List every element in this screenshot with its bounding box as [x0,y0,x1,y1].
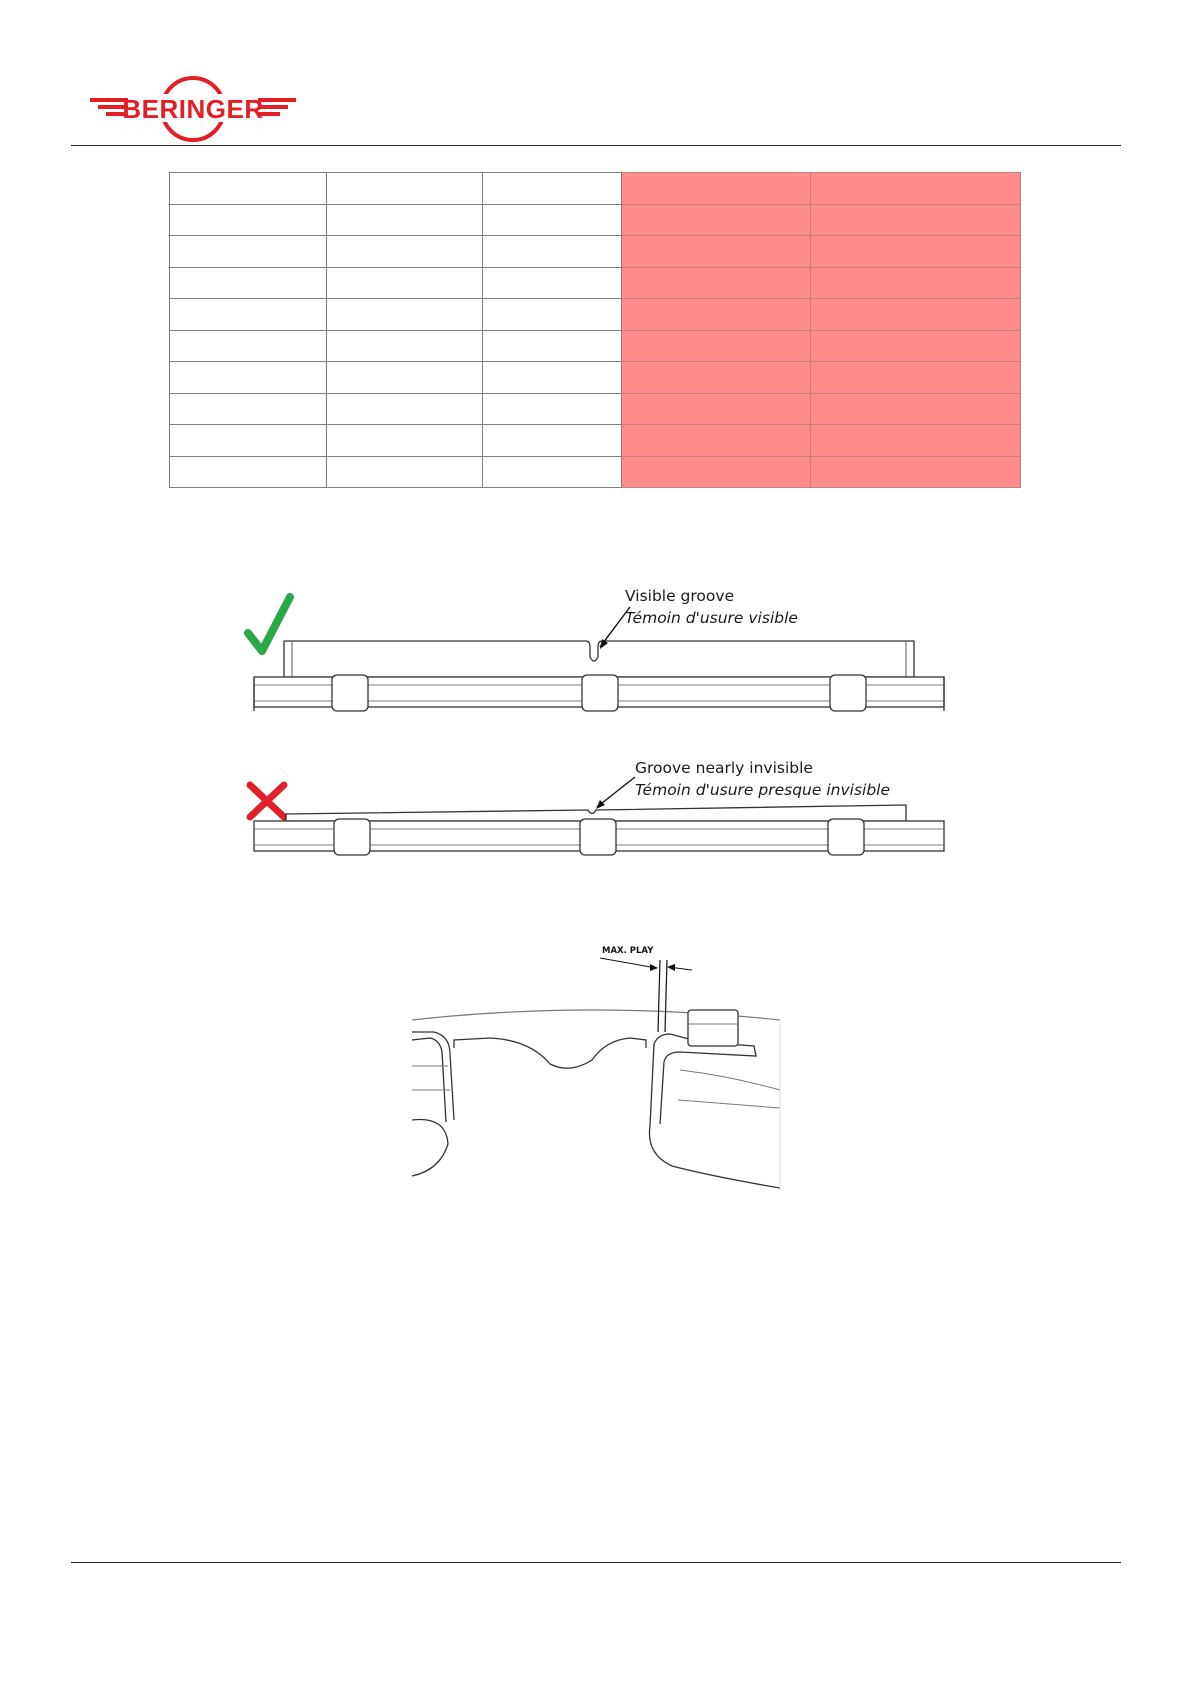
table-cell [483,393,622,425]
spec-table [169,172,1021,488]
table-cell [327,204,483,236]
table-row [170,299,1021,331]
table-cell [327,330,483,362]
table-row [170,267,1021,299]
table-cell [483,236,622,268]
table-cell [811,236,1021,268]
table-row [170,330,1021,362]
table-cell [170,393,327,425]
cross-icon [250,785,284,817]
table-cell [622,204,811,236]
table-cell [622,425,811,457]
table-cell [483,456,622,488]
table-cell [170,330,327,362]
table-cell [170,173,327,205]
table-cell [622,236,811,268]
table-cell [622,362,811,394]
table-row [170,173,1021,205]
table-cell [622,456,811,488]
wear-figure-bad [240,755,960,870]
table-cell [483,204,622,236]
label-max-play: MAX. PLAY [602,946,654,956]
table-row [170,362,1021,394]
table-cell [811,362,1021,394]
table-cell [327,236,483,268]
table-cell [622,173,811,205]
table-cell [622,330,811,362]
max-play-figure [410,940,790,1200]
wear-figure-good [240,585,960,725]
table-row [170,425,1021,457]
table-cell [811,456,1021,488]
table-cell [483,330,622,362]
table-cell [622,299,811,331]
table-cell [327,362,483,394]
table-cell [327,393,483,425]
table-cell [622,267,811,299]
table-cell [811,173,1021,205]
logo-text: BERINGER [122,94,264,124]
table-cell [327,267,483,299]
label-groove-invisible-fr: Témoin d'usure presque invisible [635,781,891,799]
table-cell [622,393,811,425]
table-cell [811,204,1021,236]
table-cell [170,362,327,394]
table-cell [170,267,327,299]
header-rule [71,145,1121,146]
table-cell [483,173,622,205]
table-cell [327,299,483,331]
table-cell [327,425,483,457]
table-row [170,456,1021,488]
label-visible-groove: Visible groove [625,587,735,605]
footer-rule [71,1562,1121,1563]
table-cell [483,362,622,394]
label-visible-groove-fr: Témoin d'usure visible [625,609,798,627]
table-cell [170,456,327,488]
table-cell [327,173,483,205]
label-groove-invisible: Groove nearly invisible [635,759,813,777]
table-row [170,236,1021,268]
table-cell [811,393,1021,425]
table-cell [811,267,1021,299]
table-cell [327,456,483,488]
table-cell [170,236,327,268]
table-cell [170,204,327,236]
table-cell [811,330,1021,362]
table-cell [483,267,622,299]
table-cell [811,299,1021,331]
table-cell [811,425,1021,457]
table-cell [170,425,327,457]
table-cell [483,425,622,457]
table-row [170,204,1021,236]
table-row [170,393,1021,425]
table-cell [483,299,622,331]
table-cell [170,299,327,331]
beringer-logo [88,74,298,144]
